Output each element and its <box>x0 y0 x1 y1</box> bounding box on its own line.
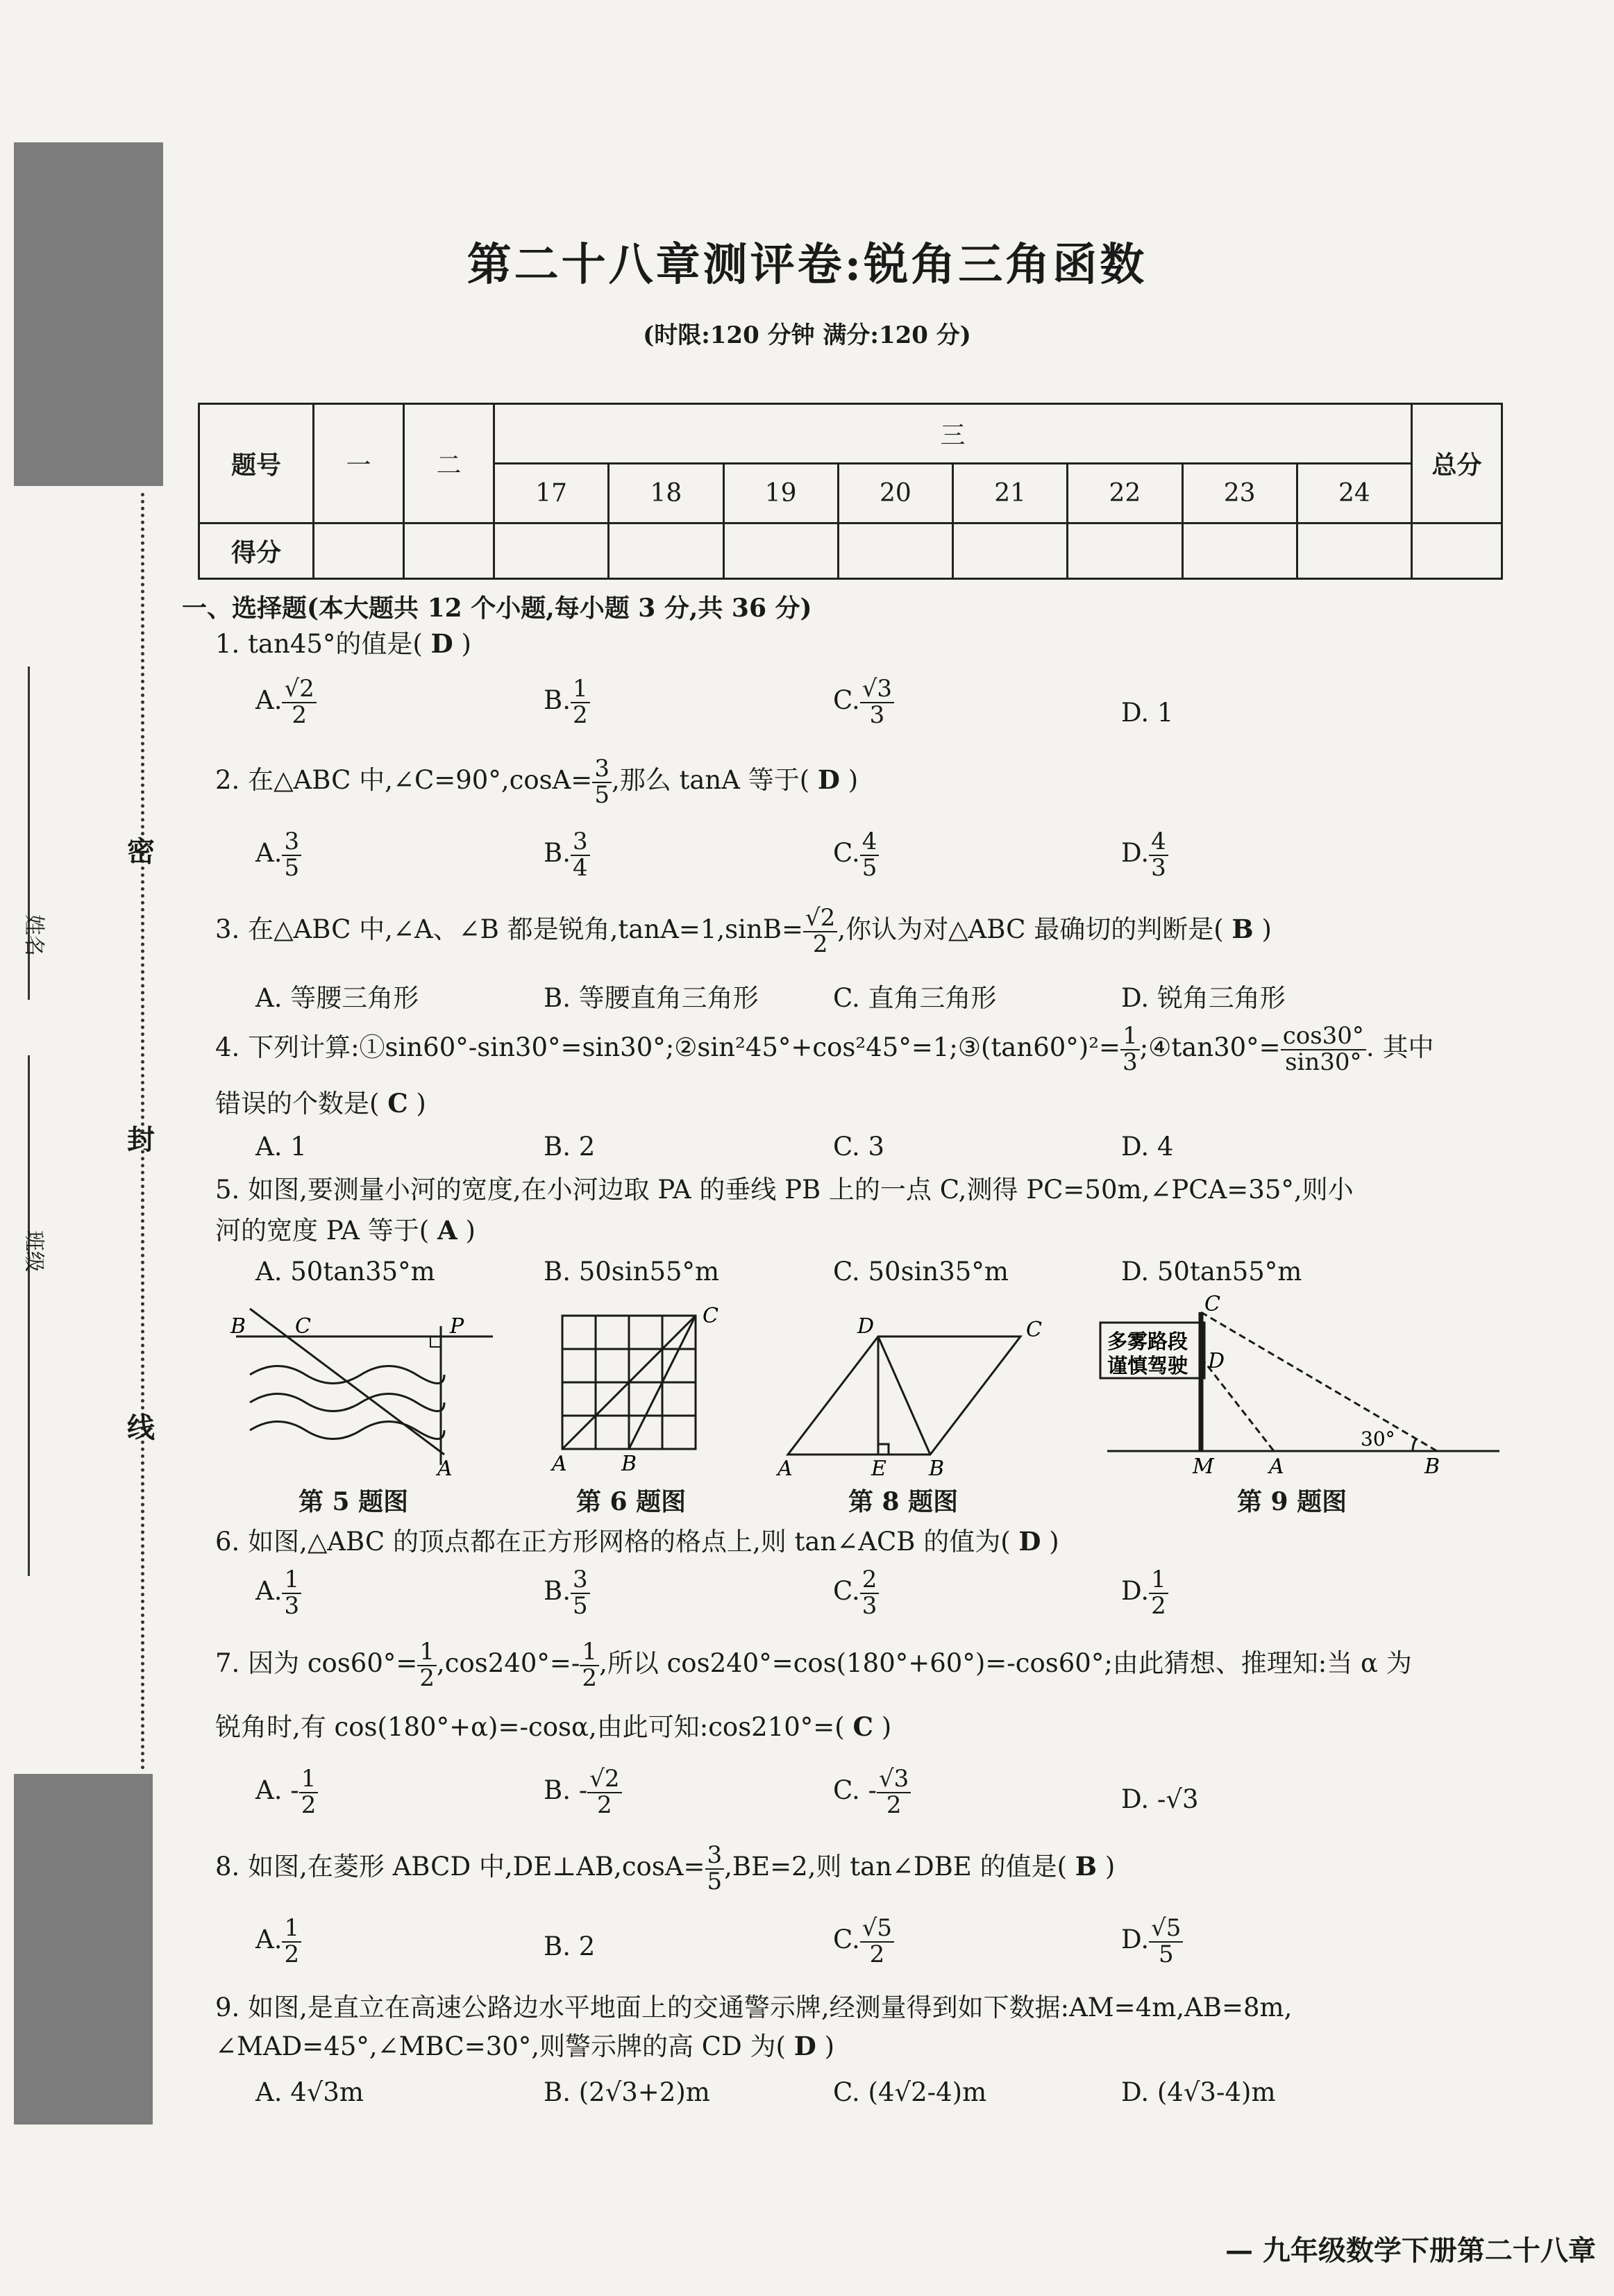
seal-char-feng: 封 <box>127 1123 155 1156</box>
q4-option-d: D. 4 <box>1121 1132 1174 1162</box>
q-number: 18 <box>609 464 723 523</box>
score-cell <box>1068 523 1182 579</box>
fig5-caption: 第 5 题图 <box>299 1487 409 1516</box>
page-footer: — 九年级数学下册第二十八章 <box>1225 2234 1596 2267</box>
fig9-sign-line1: 多雾路段 <box>1107 1330 1188 1353</box>
fig6-label-a: A <box>552 1452 567 1476</box>
score-cell <box>404 523 494 579</box>
fig8-label-b: B <box>929 1457 945 1479</box>
total-header: 总分 <box>1412 404 1502 523</box>
score-cell <box>953 523 1068 579</box>
figure-6 <box>541 1298 736 1479</box>
seal-char-mi: 密 <box>127 835 155 868</box>
q3-option-a: A. 等腰三角形 <box>255 983 419 1013</box>
q6-option-d: D. $\frac{1}{2}$ <box>1121 1568 1168 1618</box>
score-cell <box>838 523 952 579</box>
score-cell <box>314 523 404 579</box>
q4-option-a: A. 1 <box>255 1132 307 1162</box>
part2-header: 二 <box>404 404 494 523</box>
q9-option-c: C. (4√2-4)m <box>833 2077 987 2107</box>
q6-option-c: C. $\frac{2}{3}$ <box>833 1568 879 1618</box>
fig6-label-b: B <box>621 1452 637 1476</box>
q5-answer: A <box>437 1215 457 1246</box>
fig5-label-b: B <box>230 1314 246 1339</box>
q8-option-b: B. 2 <box>544 1932 596 1961</box>
q-number: 22 <box>1068 464 1182 523</box>
q2-option-a: A. $\frac{3}{5}$ <box>255 830 301 880</box>
q-number: 17 <box>494 464 609 523</box>
q-number: 23 <box>1182 464 1297 523</box>
score-cell <box>1297 523 1411 579</box>
q1-option-c: C. $\frac{√3}{3}$ <box>833 677 894 728</box>
score-cell <box>1412 523 1502 579</box>
q8-answer: B <box>1075 1851 1098 1882</box>
fig8-label-e: E <box>871 1457 886 1479</box>
q3-option-c: C. 直角三角形 <box>833 983 997 1013</box>
figure-5 <box>222 1298 500 1479</box>
q1-stem: 1. tan45°的值是( D ) <box>215 628 471 659</box>
section-heading: 一、选择题(本大题共 12 个小题,每小题 3 分,共 36 分) <box>182 594 812 623</box>
q-number: 21 <box>953 464 1068 523</box>
q4-answer: C <box>387 1088 408 1118</box>
part3-header: 三 <box>494 404 1412 464</box>
q9-line2: ∠MAD=45°,∠MBC=30°,则警示牌的高 CD 为( D ) <box>215 2031 835 2061</box>
q7-line2: 锐角时,有 cos(180°+α)=-cosα,由此可知:cos210°=( C ) <box>215 1711 892 1742</box>
col-label: 题号 <box>199 404 314 523</box>
figure-8 <box>771 1305 1048 1479</box>
q3-option-b: B. 等腰直角三角形 <box>544 983 759 1013</box>
fig8-label-d: D <box>857 1314 875 1339</box>
q5-option-a: A. 50tan35°m <box>255 1257 435 1287</box>
q4-stem: 4. 下列计算:①sin60°-sin30°=sin30°;②sin²45°+cos²45°=1;③(tan60°)²= $\frac{1}{3}$ ;④tan30°= $\frac{\cos 30^\circ}{\sin 30^\circ}$ . 其中 <box>215 1022 1434 1076</box>
q6-option-b: B. $\frac{3}{5}$ <box>544 1568 590 1618</box>
page-title: 第二十八章测评卷:锐角三角函数 <box>466 239 1148 291</box>
q5-option-b: B. 50sin55°m <box>544 1257 720 1287</box>
q3-stem: 3. 在△ABC 中,∠A、∠B 都是锐角,tanA=1,sinB= $\frac{√2}{2}$ ,你认为对△ABC 最确切的判断是( B ) <box>215 904 1272 958</box>
q5-option-d: D. 50tan55°m <box>1121 1257 1302 1287</box>
score-table <box>198 403 1503 580</box>
q4-option-c: C. 3 <box>833 1132 885 1162</box>
q9-option-a: A. 4√3m <box>255 2077 364 2107</box>
fig5-label-a: A <box>437 1457 453 1479</box>
q6-answer: D <box>1018 1526 1041 1557</box>
score-cell <box>1182 523 1297 579</box>
q7-line1: 7. 因为 cos60°= $\frac{1}{2}$ ,cos240°=- $\frac{1}{2}$ ,所以 cos240°=cos(180°+60°)=-cos60°;由此猜想、推理知:当 α 为 <box>215 1638 1412 1692</box>
score-cell <box>494 523 609 579</box>
binding-shade-bottom <box>14 1774 153 2125</box>
class-line <box>28 1055 30 1576</box>
fig9-caption: 第 9 题图 <box>1237 1487 1347 1516</box>
q3-option-d: D. 锐角三角形 <box>1121 983 1286 1013</box>
fig9-label-d: D <box>1208 1349 1225 1373</box>
score-cell <box>609 523 723 579</box>
q-number: 20 <box>838 464 952 523</box>
fig5-label-p: P <box>450 1314 464 1339</box>
q9-option-b: B. (2√3+2)m <box>544 2077 710 2107</box>
name-label: 姓名 <box>22 914 46 956</box>
q2-option-d: D. $\frac{4}{3}$ <box>1121 830 1168 880</box>
q4-option-b: B. 2 <box>544 1132 596 1162</box>
q-number: 24 <box>1297 464 1411 523</box>
q1-option-b: B. $\frac{1}{2}$ <box>544 677 590 728</box>
q9-answer: D <box>793 2031 816 2061</box>
binding-shade-top <box>14 142 163 486</box>
q3-answer: B <box>1231 914 1254 945</box>
q7-option-a: A. - $\frac{1}{2}$ <box>255 1767 318 1818</box>
q7-option-b: B. - $\frac{√2}{2}$ <box>544 1767 622 1818</box>
q8-option-c: C. $\frac{√5}{2}$ <box>833 1916 894 1967</box>
fig8-caption: 第 8 题图 <box>848 1487 959 1516</box>
q9-line1: 9. 如图,是直立在高速公路边水平地面上的交通警示牌,经测量得到如下数据:AM=4m,AB=8m, <box>215 1993 1293 2022</box>
q5-line1: 5. 如图,要测量小河的宽度,在小河边取 PA 的垂线 PB 上的一点 C,测得 PC=50m,∠PCA=35°,则小 <box>215 1175 1354 1205</box>
seal-char-xian: 线 <box>127 1411 155 1444</box>
q2-answer: D <box>817 764 841 796</box>
fig6-label-c: C <box>703 1304 718 1328</box>
fig9-label-c: C <box>1204 1292 1220 1316</box>
q1-answer: D <box>430 628 453 659</box>
q9-option-d: D. (4√3-4)m <box>1121 2077 1276 2107</box>
q6-option-a: A. $\frac{1}{3}$ <box>255 1568 301 1618</box>
q2-option-b: B. $\frac{3}{4}$ <box>544 830 590 880</box>
q2-option-c: C. $\frac{4}{5}$ <box>833 830 879 880</box>
q5-line2: 河的宽度 PA 等于( A ) <box>215 1215 476 1246</box>
fig9-label-m: M <box>1193 1455 1214 1479</box>
q-number: 19 <box>723 464 838 523</box>
fig9-label-b: B <box>1424 1455 1440 1479</box>
q7-answer: C <box>852 1711 873 1742</box>
page-subtitle: (时限:120 分钟 满分:120 分) <box>643 321 971 349</box>
q1-option-d: D. 1 <box>1121 698 1174 728</box>
q4-line2: 错误的个数是( C ) <box>215 1088 426 1118</box>
fig8-label-c: C <box>1026 1318 1042 1342</box>
fig9-label-a: A <box>1269 1455 1284 1479</box>
fig5-label-c: C <box>295 1314 311 1339</box>
figure-9 <box>1097 1291 1520 1479</box>
q8-option-d: D. $\frac{√5}{5}$ <box>1121 1916 1183 1967</box>
q8-stem: 8. 如图,在菱形 ABCD 中,DE⊥AB,cosA= $\frac{3}{5}$ ,BE=2,则 tan∠DBE 的值是( B ) <box>215 1841 1116 1895</box>
q7-option-d: D. -√3 <box>1121 1784 1199 1814</box>
q5-option-c: C. 50sin35°m <box>833 1257 1009 1287</box>
fig9-angle: 30° <box>1361 1427 1395 1450</box>
fig8-label-a: A <box>777 1457 793 1479</box>
q8-option-a: A. $\frac{1}{2}$ <box>255 1916 301 1967</box>
part1-header: 一 <box>314 404 404 523</box>
q2-stem: 2. 在△ABC 中,∠C=90°,cosA= $\frac{3}{5}$ ,那么 tanA 等于( D ) <box>215 755 859 809</box>
score-cell <box>723 523 838 579</box>
row-label: 得分 <box>199 523 314 579</box>
q1-option-a: A. $\frac{√2}{2}$ <box>255 677 317 728</box>
class-label: 班级 <box>22 1230 46 1272</box>
fig9-sign-line2: 谨慎驾驶 <box>1107 1354 1188 1377</box>
q6-stem: 6. 如图,△ABC 的顶点都在正方形网格的格点上,则 tan∠ACB 的值为( D ) <box>215 1526 1059 1557</box>
q7-option-c: C. - $\frac{√3}{2}$ <box>833 1767 911 1818</box>
fig6-caption: 第 6 题图 <box>576 1487 687 1516</box>
